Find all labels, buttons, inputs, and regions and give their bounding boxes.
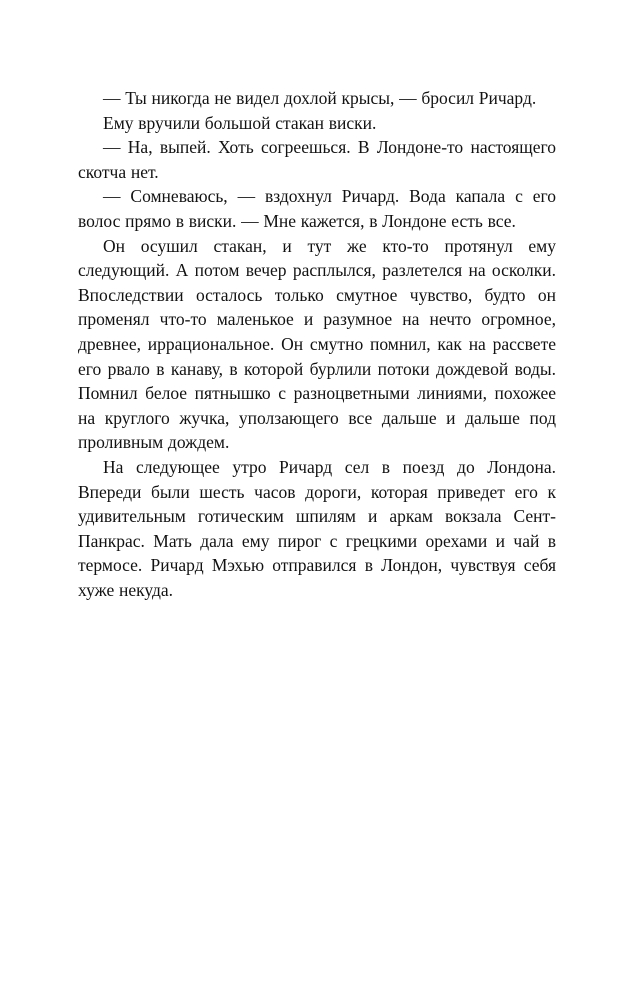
paragraph: — Ты никогда не видел дохлой крысы, — бросил Ричард. (103, 88, 537, 108)
page-text (78, 86, 556, 602)
paragraph: На следующее утро Ричард сел в поезд до Лондона. Впереди были шесть часов дороги, которая приведет его к удивительным готическим шпилям и аркам вокзала Сент-Панкрас. Мать дала ему пирог с грецкими орехами и чай в термосе. Ричард Мэхью отправился в Лондон, чувствуя себя хуже некуда. (78, 456, 556, 600)
paragraph: — На, выпей. Хоть согреешься. В Лондоне-то настоящего скотча нет. (78, 137, 556, 182)
paragraph: — Сомневаюсь, — вздохнул Ричард. Вода капала с его волос прямо в виски. — Мне кажется, в Лондоне есть все. (78, 186, 556, 231)
paragraph: Он осушил стакан, и тут же кто-то протянул ему следующий. А потом вечер расплылся, разлетелся на осколки. Впоследствии осталось только смутное чувство, будто он променял что-то маленькое и разумное на нечто огромное, древнее, иррациональное. Он смутно помнил, как на рассвете его рвало в канаву, в которой бурлили потоки дождевой воды. Помнил белое пятнышко с разноцветными линиями, похожее на круглого жучка, уползающего все дальше и дальше под проливным дождем. (78, 235, 556, 453)
paragraph: Ему вручили большой стакан виски. (103, 112, 377, 133)
